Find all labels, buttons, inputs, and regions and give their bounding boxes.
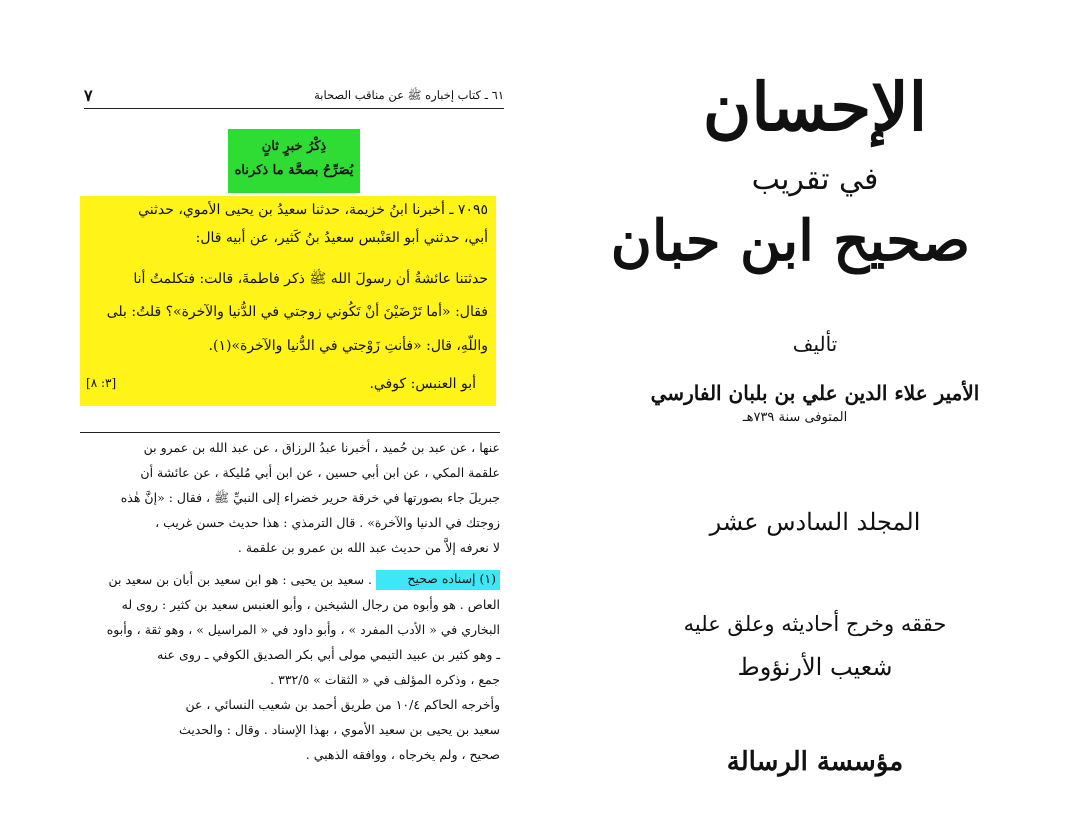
- book-title-main: الإحسان: [702, 68, 928, 146]
- hadith-line: ٧٠٩٥ ـ أخبرنا ابنُ خزيمة، حدثنا سعيدُ بن يحيى الأموي، حدثني: [138, 202, 488, 218]
- footnote-line: البخاري في « الأدب المفرد » ، وأبو داود في « المراسيل » ، وهو ثقة ، وأبوه: [106, 622, 500, 637]
- footnote-line: صحيح ، ولم يخرجاه ، ووافقه الذهبي .: [305, 747, 500, 762]
- commentary-line: عنها ، عن عبد بن حُميد ، أخبرنا عبدُ الرزاق ، عن عبد الله بن عمرو بن: [143, 440, 500, 455]
- running-head-title: ٦١ ـ كتاب إخباره ﷺ عن مناقب الصحابة: [314, 88, 504, 102]
- editor-credit: حققه وخرج أحاديثه وعلق عليه: [683, 612, 947, 636]
- publisher-name: مؤسسة الرسالة: [726, 747, 904, 777]
- footnote-line: العاص . هو وأبوه من رجال الشيخين ، وأبو العنبس سعيد بن كثير : روى له: [121, 597, 500, 612]
- book-title-sub: في تقريب: [751, 162, 879, 197]
- hadith-reference: [٣: ٨]: [86, 376, 117, 390]
- section-heading-line-2: يُصَرِّحُ بصحَّة ما ذكرناه: [234, 163, 354, 178]
- authored-by-label: تأليف: [792, 332, 838, 356]
- section-heading: [228, 129, 360, 193]
- commentary-line: جبريلَ جاء بصورتها في خرقة حرير خضراء إلى النبيِّ ﷺ ، فقال : «إنَّ هٰذه: [120, 490, 500, 505]
- running-head: [84, 86, 504, 109]
- hadith-line: أبي، حدثني أبو العَنْبس سعيدُ بنُ كَثير، عن أبيه قال:: [195, 230, 488, 246]
- footnote-marker: (١) إسناده صحيح: [407, 571, 496, 586]
- page-number: ٧: [84, 86, 93, 105]
- commentary-line: لا نعرفه إلاَّ من حديث عبد الله بن عمرو بن علقمة .: [237, 540, 500, 555]
- footnote-divider: [80, 432, 500, 433]
- book-title-book: صحيح ابن حبان: [610, 208, 970, 274]
- commentary-line: علقمة المكي ، عن ابن أبي حسين ، عن ابن أبي مُليكة ، عن عائشة أن: [140, 465, 500, 480]
- footnote-marker-highlight: [376, 570, 500, 590]
- footnote-line: سعيد بن يحيى بن سعيد الأموي ، بهذا الإسناد . وقال : والحديث: [179, 722, 500, 737]
- footnote-line: ـ وهو كثير بن عبيد التيمي مولى أبي بكر الصديق الكوفي ـ روى عنه: [157, 647, 500, 662]
- title-page: [540, 0, 1080, 832]
- hadith-line: واللّهِ، قال: «فأنتِ زَوْجتي في الدُّنيا والآخرة»(١).: [208, 338, 488, 354]
- hadith-text-block: [80, 196, 496, 406]
- commentary-line: زوجتك في الدنيا والآخرة» . قال الترمذي : هذا حديث حسن غريب ،: [155, 515, 500, 530]
- footnote-line: جمع ، وذكره المؤلف في « الثقات » ٣٣٢/٥ .: [270, 672, 500, 687]
- hadith-line: حدثتنا عائشةُ أن رسولَ الله ﷺ ذكر فاطمةَ، قالت: فتكلمتُ أنا: [133, 271, 488, 287]
- author-name: الأمير علاء الدين علي بن بلبان الفارسي: [650, 381, 980, 405]
- editor-name: شعيب الأرنؤوط: [737, 653, 893, 681]
- section-heading-line-1: ذِكْرُ خبرٍ ثانٍ: [261, 139, 327, 154]
- hadith-line: أبو العنبس: كوفي.: [369, 376, 476, 392]
- volume-label: المجلد السادس عشر: [709, 508, 921, 536]
- footnote-line: وأخرجه الحاكم ١٠/٤ من طريق أحمد بن شعيب النسائي ، عن: [185, 697, 500, 712]
- author-death-year: المتوفى سنة ٧٣٩هـ: [742, 410, 848, 425]
- footnote-line: . سعيد بن يحيى : هو ابن سعيد بن أبان بن سعيد بن: [108, 572, 372, 587]
- hadith-line: فقال: «أما تَرْضَيْنَ أنْ تَكُوني زوجتي في الدُّنيا والآخرة»؟ قلتُ: بلى: [106, 304, 488, 320]
